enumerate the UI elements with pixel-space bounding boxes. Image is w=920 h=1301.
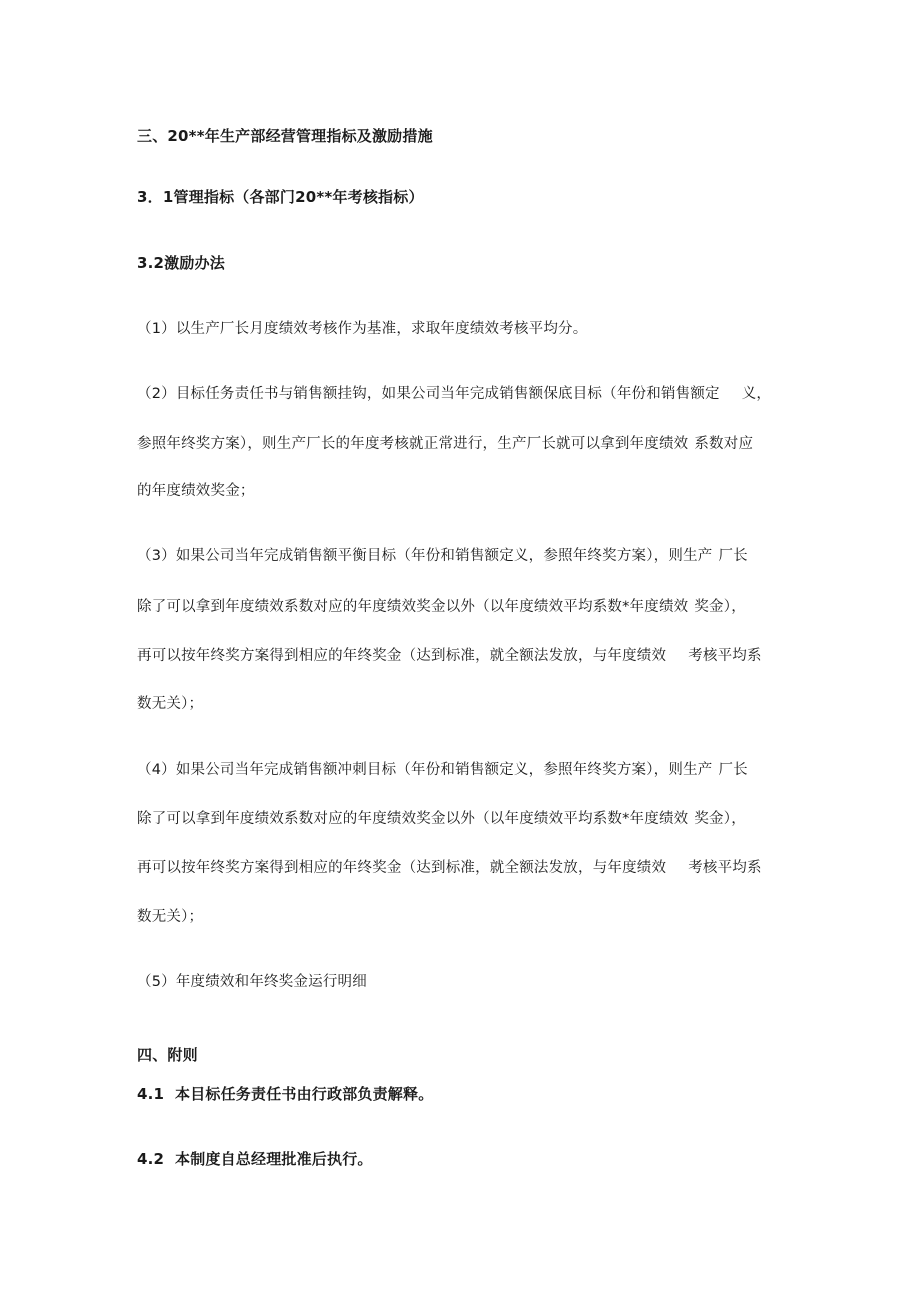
item-1: （1）以生产厂长月度绩效考核作为基准，求取年度绩效考核平均分。 — [137, 321, 588, 337]
rule-4-1 — [137, 1084, 433, 1104]
section-3-2-heading: 3.2激励办法 — [137, 254, 225, 272]
item-2-line-1-b: 义， — [741, 386, 772, 402]
rule-4-2-number: 4.2 — [137, 1150, 165, 1168]
item-4-line-3-b: 考核平均系 — [688, 860, 762, 876]
rule-4-1-text: 本目标任务责任书由行政部负责解释。 — [175, 1085, 434, 1103]
item-4-line-1-a: （4）如果公司当年完成销售额冲刺目标（年份和销售额定义，参照年终奖方案），则生产 — [137, 762, 713, 778]
item-2-line-2-b: 系数对应 — [694, 436, 754, 452]
item-2-line-2-a: 参照年终奖方案），则生产厂长的年度考核就正常进行，生产厂长就可以拿到年度绩效 — [137, 436, 689, 452]
item-4-line-1 — [137, 760, 748, 780]
item-3-line-1 — [137, 546, 748, 566]
item-4-line-3-a: 再可以按年终奖方案得到相应的年终奖金（达到标准，就全额法发放，与年度绩效 — [137, 860, 667, 876]
item-4-line-1-b: 厂长 — [718, 762, 748, 778]
item-5: （5）年度绩效和年终奖金运行明细 — [137, 974, 367, 990]
item-3-line-3-a: 再可以按年终奖方案得到相应的年终奖金（达到标准，就全额法发放，与年度绩效 — [137, 648, 667, 664]
section-3-1-heading: 3．1管理指标（各部门20**年考核指标） — [137, 188, 424, 206]
item-3-line-3-b: 考核平均系 — [688, 648, 762, 664]
item-2-line-1 — [137, 384, 771, 404]
rule-4-1-number: 4.1 — [137, 1085, 165, 1103]
item-4-line-3 — [137, 858, 762, 878]
section-3-heading: 三、20**年生产部经营管理指标及激励措施 — [137, 127, 433, 145]
item-3-line-2 — [137, 597, 746, 617]
item-4-line-2-a: 除了可以拿到年度绩效系数对应的年度绩效奖金以外（以年度绩效平均系数*年度绩效 — [137, 811, 689, 827]
item-4-line-2-b: 奖金）， — [694, 811, 746, 827]
section-4-heading: 四、附则 — [137, 1046, 198, 1064]
item-2-line-3: 的年度绩效奖金； — [137, 483, 255, 499]
item-3-line-2-b: 奖金）， — [694, 599, 746, 615]
item-4-line-2 — [137, 809, 746, 829]
item-3-line-4: 数无关）； — [137, 696, 204, 712]
item-3-line-1-a: （3）如果公司当年完成销售额平衡目标（年份和销售额定义，参照年终奖方案），则生产 — [137, 548, 713, 564]
item-3-line-1-b: 厂长 — [718, 548, 748, 564]
item-4-line-4: 数无关）； — [137, 909, 204, 925]
item-3-line-2-a: 除了可以拿到年度绩效系数对应的年度绩效奖金以外（以年度绩效平均系数*年度绩效 — [137, 599, 689, 615]
rule-4-2-text: 本制度自总经理批准后执行。 — [175, 1150, 373, 1168]
item-2-line-1-a: （2）目标任务责任书与销售额挂钩，如果公司当年完成销售额保底目标（年份和销售额定 — [137, 386, 720, 402]
item-3-line-3 — [137, 646, 762, 666]
item-2-line-2 — [137, 434, 753, 454]
rule-4-2 — [137, 1149, 373, 1169]
